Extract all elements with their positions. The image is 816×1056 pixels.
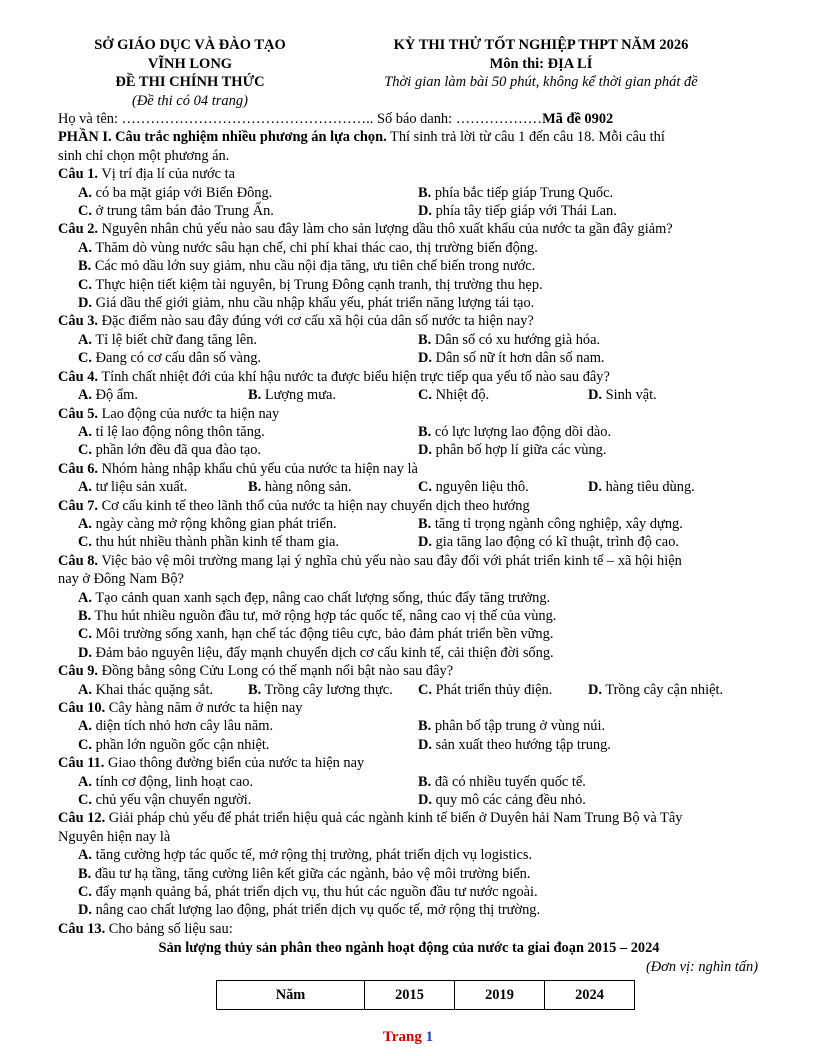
question-text: Cho bảng số liệu sau: — [105, 920, 233, 937]
candidate-line — [58, 110, 760, 128]
data-table — [216, 980, 635, 1010]
question-12: Câu 12. Giải pháp chủ yếu để phát triển hiệu quả các ngành kinh tế biển ở Duyên hải Nam Trung Bộ và Tây — [58, 810, 683, 827]
table-header-cell: 2024 — [545, 981, 635, 1010]
option-d: D. Trồng cây cận nhiệt. — [588, 681, 724, 698]
option-a: A. tỉ lệ lao động nông thôn tăng. — [78, 423, 265, 440]
question-2: Câu 2. Nguyên nhân chủ yếu nào sau đây làm cho sản lượng dầu thô xuất khẩu của nước ta gần đây giảm? — [58, 221, 673, 238]
option-b: B. Các mỏ dầu lớn suy giảm, nhu cầu nội địa tăng, ưu tiên chế biến trong nước. — [78, 258, 536, 275]
option-d: D. Sinh vật. — [588, 387, 657, 404]
question-text-cont: Nguyên hiện nay là — [58, 828, 171, 845]
option-c: C. Đang có cơ cấu dân số vàng. — [78, 350, 262, 367]
answer-row — [58, 717, 760, 735]
option-d: D. quy mô các cảng đều nhỏ. — [418, 792, 586, 809]
option-c: C. chủ yếu vận chuyển người. — [78, 792, 252, 809]
page-word: Trang — [382, 1029, 422, 1045]
option-a: A. Khai thác quặng sắt. — [78, 681, 214, 698]
question-text: Nguyên nhân chủ yếu nào sau đây làm cho sản lượng dầu thô xuất khẩu của nước ta gần đây giảm? — [97, 221, 673, 238]
option-a: A. ngày càng mở rộng không gian phát triển. — [78, 515, 337, 532]
option-a: A. tư liệu sản xuất. — [78, 479, 188, 496]
answer-row — [58, 791, 760, 809]
answer-row — [58, 184, 760, 202]
page-number: 1 — [425, 1029, 434, 1045]
question-9: Câu 9. Đồng bằng sông Cửu Long có thế mạnh nổi bật nào sau đây? — [58, 663, 454, 680]
option-c: C. thu hút nhiều thành phần kinh tế tham gia. — [78, 534, 340, 551]
question-7: Câu 7. Cơ cấu kinh tế theo lãnh thổ của nước ta hiện nay chuyển dịch theo hướng — [58, 497, 530, 514]
answer-row — [58, 773, 760, 791]
option-c: C. Nhiệt độ. — [418, 387, 490, 404]
part1-title: PHẦN I. Câu trắc nghiệm nhiều phương án lựa chọn. — [58, 129, 387, 146]
option-b: B. đầu tư hạ tầng, tăng cường liên kết giữa các ngành, bảo vệ môi trường biển. — [78, 865, 531, 882]
option-b: B. tăng tỉ trọng ngành công nghiệp, xây dựng. — [418, 515, 683, 532]
question-10: Câu 10. Cây hàng năm ở nước ta hiện nay — [58, 700, 303, 716]
option-b: B. đã có nhiều tuyến quốc tế. — [418, 773, 586, 790]
province-name: VĨNH LONG — [147, 55, 233, 72]
official-exam-label: ĐỀ THI CHÍNH THỨC — [115, 74, 265, 90]
option-d: D. Dân số nữ ít hơn dân số nam. — [418, 350, 605, 367]
table-title: Sản lượng thủy sản phân theo ngành hoạt động của nước ta giai đoạn 2015 – 2024 — [158, 940, 660, 957]
answer-row — [58, 331, 760, 349]
question-text-cont: nay ở Đông Nam Bộ? — [58, 571, 184, 588]
option-b: B. Thu hút nhiều nguồn đầu tư, mở rộng hợp tác quốc tế, nâng cao vị thế của vùng. — [78, 607, 557, 624]
option-c: C. Thực hiện tiết kiệm tài nguyên, bị Trung Đông cạnh tranh, thị trường thu hẹp. — [78, 276, 543, 293]
table-unit: (Đơn vị: nghìn tấn) — [646, 958, 758, 975]
option-d: D. phân bố hợp lí giữa các vùng. — [418, 442, 607, 459]
exam-title: KỲ THI THỬ TỐT NGHIỆP THPT NĂM 2026 — [393, 37, 689, 53]
page-count-note: (Đề thi có 04 trang) — [132, 92, 248, 109]
option-d: D. sản xuất theo hướng tập trung. — [418, 736, 611, 753]
option-b: B. phân bố tập trung ở vùng núi. — [418, 718, 606, 735]
question-11: Câu 11. Giao thông đường biển của nước ta hiện nay — [58, 755, 365, 772]
option-c: C. Phát triển thủy điện. — [418, 681, 553, 698]
option-a: A. Tạo cảnh quan xanh sạch đẹp, nâng cao chất lượng sống, thúc đẩy tăng trưởng. — [78, 589, 551, 606]
option-b: B. Lượng mưa. — [248, 387, 336, 404]
option-c: C. phần lớn đều đã qua đào tạo. — [78, 442, 262, 459]
department-name: SỞ GIÁO DỤC VÀ ĐÀO TẠO — [94, 37, 286, 53]
answer-row — [58, 386, 760, 404]
question-text: Giải pháp chủ yếu để phát triển hiệu quả các ngành kinh tế biển ở Duyên hải Nam Trung Bộ và Tây — [105, 810, 683, 827]
answer-row — [58, 441, 760, 459]
candidate-fields: Họ và tên: …………………………………………….. Số báo danh: ……………… — [58, 111, 543, 127]
option-a: A. Độ ẩm. — [78, 387, 138, 404]
question-text: Việc bảo vệ môi trường mang lại ý nghĩa chủ yếu nào sau đây đối với phát triển kinh tế – xã hội hiện — [97, 552, 682, 569]
option-c: C. nguyên liệu thô. — [418, 479, 529, 496]
option-a: A. Thăm dò vùng nước sâu hạn chế, chi phí khai thác cao, thị trường biến động. — [78, 239, 538, 256]
option-d: D. gia tăng lao động có kĩ thuật, trình độ cao. — [418, 534, 679, 551]
option-a: A. có ba mặt giáp với Biển Đông. — [78, 184, 273, 201]
question-text: Nhóm hàng nhập khẩu chủ yếu của nước ta hiện nay là — [97, 460, 418, 477]
option-b: B. Dân số có xu hướng già hóa. — [418, 331, 601, 348]
answer-row — [58, 423, 760, 441]
question-8: Câu 8. Việc bảo vệ môi trường mang lại ý nghĩa chủ yếu nào sau đây đối với phát triển kinh tế – xã hội hiện — [58, 552, 682, 569]
option-c: C. Môi trường sống xanh, hạn chế tác động tiêu cực, bảo đảm phát triển bền vững. — [78, 626, 554, 643]
option-b: B. Trồng cây lương thực. — [248, 681, 393, 698]
exam-code: Mã đề 0902 — [542, 111, 614, 127]
answer-row — [58, 349, 760, 367]
option-a: A. diện tích nhỏ hơn cây lâu năm. — [78, 718, 274, 735]
table-header-cell: 2019 — [455, 981, 545, 1010]
question-text: Cây hàng năm ở nước ta hiện nay — [105, 700, 303, 716]
question-text: Vị trí địa lí của nước ta — [97, 166, 236, 183]
question-6: Câu 6. Nhóm hàng nhập khẩu chủ yếu của nước ta hiện nay là — [58, 460, 418, 477]
part1-instruction: Thí sinh trả lời từ câu 1 đến câu 18. Mỗi câu thí — [386, 129, 665, 146]
header-left — [60, 36, 320, 110]
table-header-cell: 2015 — [365, 981, 455, 1010]
question-text: Đặc điểm nào sau đây đúng với cơ cấu xã hội của dân số nước ta hiện nay? — [97, 313, 534, 330]
option-b: B. phía bắc tiếp giáp Trung Quốc. — [418, 184, 614, 201]
option-c: C. phần lớn nguồn gốc cận nhiệt. — [78, 736, 270, 753]
answer-row — [58, 736, 760, 754]
option-b: B. có lực lượng lao động dồi dào. — [418, 423, 612, 440]
question-3: Câu 3. Đặc điểm nào sau đây đúng với cơ cấu xã hội của dân số nước ta hiện nay? — [58, 313, 534, 330]
question-5: Câu 5. Lao động của nước ta hiện nay — [58, 405, 280, 422]
question-4: Câu 4. Tính chất nhiệt đới của khí hậu nước ta được biểu hiện trực tiếp qua yếu tố nào sau đây? — [58, 368, 610, 385]
page-footer — [0, 1029, 816, 1046]
table-header-row — [217, 981, 635, 1010]
option-d: D. nâng cao chất lượng lao động, phát triển dịch vụ quốc tế, mở rộng thị trường. — [78, 902, 541, 919]
option-d: D. phía tây tiếp giáp với Thái Lan. — [418, 203, 617, 220]
question-text: Cơ cấu kinh tế theo lãnh thổ của nước ta hiện nay chuyển dịch theo hướng — [97, 497, 530, 514]
option-c: C. ở trung tâm bán đảo Trung Ấn. — [78, 203, 274, 220]
header-right — [346, 36, 736, 92]
option-a: A. tính cơ động, linh hoạt cao. — [78, 773, 254, 790]
option-d: D. Đảm bảo nguyên liệu, đẩy mạnh chuyển dịch cơ cấu kinh tế, cải thiện đời sống. — [78, 644, 554, 661]
option-d: D. Giá dầu thế giới giảm, nhu cầu nhập khẩu yếu, phát triển năng lượng tái tạo. — [78, 295, 535, 312]
exam-content — [58, 110, 760, 1010]
question-text: Giao thông đường biển của nước ta hiện nay — [104, 755, 365, 772]
option-a: A. tăng cường hợp tác quốc tế, mở rộng thị trường, phát triển dịch vụ logistics. — [78, 847, 533, 864]
option-c: C. đẩy mạnh quảng bá, phát triển dịch vụ, thu hút các nguồn đầu tư nước ngoài. — [78, 884, 538, 901]
question-1 — [58, 165, 760, 183]
part1-instruction-line2: sinh chỉ chọn một phương án. — [58, 147, 230, 164]
time-note: Thời gian làm bài 50 phút, không kể thời gian phát đề — [384, 74, 698, 90]
question-text: Tính chất nhiệt đới của khí hậu nước ta được biểu hiện trực tiếp qua yếu tố nào sau đây? — [97, 368, 610, 385]
subject-label: Môn thi: ĐỊA LÍ — [489, 55, 593, 72]
question-label: Câu 1. — [58, 166, 98, 183]
question-text: Lao động của nước ta hiện nay — [97, 405, 280, 422]
answer-row — [58, 202, 760, 220]
answer-row — [58, 515, 760, 533]
answer-row — [58, 533, 760, 551]
question-13: Câu 13. Cho bảng số liệu sau: — [58, 920, 233, 937]
table-header-cell: Năm — [217, 981, 365, 1010]
option-b: B. hàng nông sản. — [248, 479, 352, 496]
part1-heading — [58, 128, 760, 146]
option-a: A. Tỉ lệ biết chữ đang tăng lên. — [78, 331, 257, 348]
question-text: Đồng bằng sông Cửu Long có thế mạnh nổi bật nào sau đây? — [97, 663, 454, 680]
answer-row — [58, 681, 760, 699]
option-d: D. hàng tiêu dùng. — [588, 479, 695, 496]
answer-row — [58, 478, 760, 496]
